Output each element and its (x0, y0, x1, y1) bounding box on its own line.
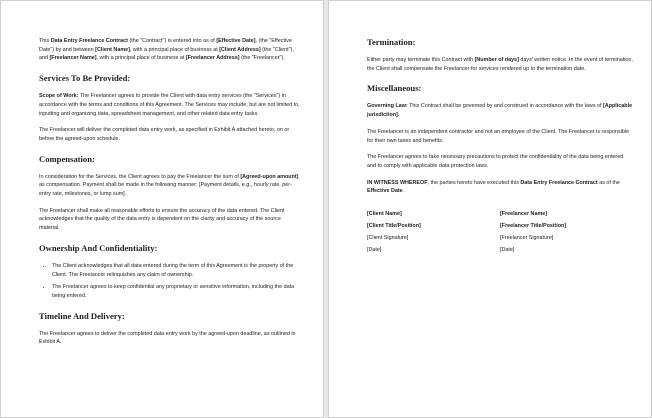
termination-paragraph: Either party may terminate this Contract with [Number of days] days' written notice. In the event of termination, the Client shall compensate the Freelancer for services rendered up to the termination date. (367, 57, 633, 72)
client-signature-column (367, 208, 500, 256)
client-title: [Client Title/Position] (367, 223, 421, 230)
termination-heading: Termination: (367, 37, 416, 47)
freelancer-name: [Freelancer Name] (500, 211, 548, 218)
contractor-paragraph: The Freelancer is an independent contractor and not an employee of the Client. The Freelancer is responsible for their own taxes and benefits. (367, 128, 630, 144)
compensation-paragraph: In consideration for the Services, the Client agrees to pay the Freelancer the sum of [Agreed-upon amount] as compensation. Payment shall be made in the following manner: [Payment details, e.g., hourly rate, per-entry rate, milestones, or lump sum]. (39, 173, 299, 198)
ownership-heading: Ownership And Confidentiality: (39, 242, 158, 253)
governing-law-paragraph: Governing Law: This Contract shall be governed by and construed in accordance with the laws of [Applicable jurisdiction]. (367, 103, 633, 119)
ownership-list (39, 262, 301, 301)
accuracy-paragraph: The Freelancer shall make all reasonable efforts to ensure the accuracy of the data entered. The Client acknowledges that the quality of the data entry is dependent on the clarity and accuracy of the source material. (39, 207, 285, 232)
page-1-content (39, 37, 301, 355)
signature-block (367, 208, 633, 256)
freelancer-signature: [Freelancer Signature] (500, 235, 554, 242)
delivery-paragraph: The Freelancer will deliver the completed data entry work, as specified in Exhibit A attached hereto, on or before the agreed-upon schedule. (39, 127, 290, 142)
miscellaneous-heading: Miscellaneous: (367, 83, 422, 94)
client-name: [Client Name] (367, 211, 402, 218)
client-signature: [Client Signature] (367, 235, 409, 242)
client-date: [Date] (367, 247, 382, 254)
witness-paragraph: IN WITNESS WHEREOF, the parties hereto have executed this Data Entry Freelance Contract as of the Effective Date. (367, 179, 620, 195)
list-item: • The Freelancer agrees to keep confidential any proprietary or sensitive information, including the data being entered. (52, 283, 301, 300)
page-2-content (367, 37, 633, 256)
freelancer-title: [Freelancer Title/Position] (500, 223, 567, 230)
freelancer-date: [Date] (500, 247, 515, 254)
scope-paragraph: Scope of Work: The Freelancer agrees to provide the Client with data entry services (the "Services") in accordance with the terms and conditions of this Agreement. The Services may include, but are not limited to, inputting and organizing data, spreadsheet management, and other related data entry tasks. (39, 93, 300, 117)
page-1 (0, 0, 324, 418)
services-heading: Services To Be Provided: (39, 73, 131, 84)
timeline-paragraph: The Freelancer agrees to deliver the completed data entry work by the agreed-upon deadline, as outlined in Exhibit A. (39, 330, 296, 346)
timeline-heading: Timeline And Delivery: (39, 310, 125, 321)
page-2 (328, 0, 652, 418)
intro-paragraph: This Data Entry Freelance Contract (the "Contract") is entered into as of [Effective Date], (the "Effective Date") by and between [Client Name], with a principal place of business at [Client Address] (the "Client"), and [Freelancer Name], with a principal place of business at [Freelancer Address] (the "Freelancer"). (39, 38, 294, 62)
list-item: • The Client acknowledges that all data entered during the term of this Agreement is the property of the Client. The Freelancer relinquishes any claim of ownership. (52, 262, 301, 279)
compensation-heading: Compensation: (39, 153, 95, 164)
confidentiality-paragraph: The Freelancer agrees to take necessary precautions to protect the confidentiality of the data being entered and to comply with applicable data protection laws. (367, 154, 624, 169)
freelancer-signature-column (500, 208, 633, 256)
